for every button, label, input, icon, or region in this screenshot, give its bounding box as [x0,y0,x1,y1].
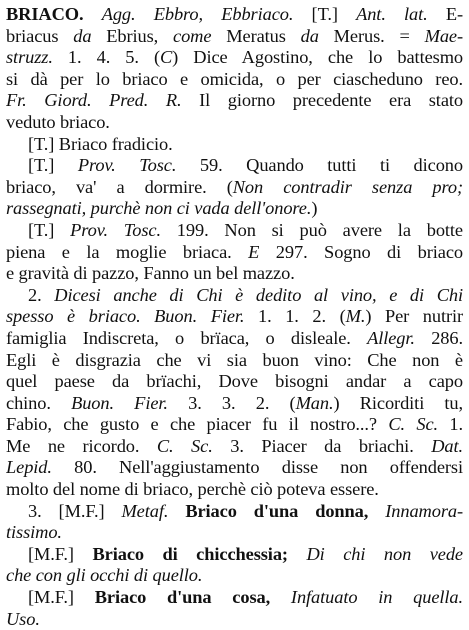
text-run: si dà per lo briaco e omicida, o per ciascheduno reo. [6,68,463,89]
text-run: 59. Quando tutti ti dicono [176,155,463,176]
text-run: Meratus [211,25,301,46]
italic-text: Allegr. [367,327,415,348]
entry-line [6,177,463,199]
italic-text: Buon. Fier. [71,392,168,413]
entry-line [6,112,463,134]
text-run: Me ne ricordo. [6,435,157,456]
text-run: 3. 3. 2. ( [167,392,296,413]
entry-line [6,155,463,177]
italic-text: Non contradir senza pro; [232,176,463,197]
italic-text: M. [345,306,366,327]
entry-line [6,4,463,26]
text-run: Fabio, che gusto e che piacer fu il nostro...? [6,414,389,435]
entry-line [6,436,463,458]
text-run: 1. [438,414,463,435]
entry-line [6,457,463,479]
italic-text: C. Sc. [156,435,213,456]
entry-line [6,285,463,307]
entry-line [6,306,463,328]
entry-line [6,90,463,112]
text-run: 286. [414,327,463,348]
bold-text: BRIACO. [6,4,84,24]
text-run: quel paese da brïachi, Dove bisogni andar a capo [6,371,463,392]
dictionary-entry-briaco [6,4,463,630]
italic-text: come [173,25,212,46]
text-run: briacus [6,25,74,46]
text-run: ) Ricorditi tu, [333,392,463,413]
entry-line [6,393,463,415]
italic-text: da [73,25,92,46]
italic-text: E [248,241,260,262]
entry-line [6,328,463,350]
italic-text: Man. [295,392,334,413]
entry-line [6,565,463,587]
text-run: piena e la moglie briaca. [6,241,249,262]
text-run: Merus. = [318,25,425,46]
italic-text: Fr. Giord. Pred. R. [6,90,182,111]
text-run: E- [427,4,463,24]
text-run [83,4,101,24]
entry-line [6,522,463,544]
text-run: Ebrius, [91,25,174,46]
italic-text: Ebbro, Ebbriaco. [153,4,294,24]
text-run [368,501,385,521]
italic-text: Metaf. [121,500,169,521]
text-run [168,501,185,521]
text-run: [T.] Briaco fradicio. [28,133,173,154]
entry-line [6,587,463,609]
entry-line [6,198,463,220]
italic-text: struzz. [6,47,53,68]
text-run [288,544,307,564]
bold-text: Briaco di chicchessia; [92,543,288,564]
entry-line [6,609,463,630]
text-run: 199. Non si può avere la botte [160,219,463,240]
italic-text: da [300,25,319,46]
text-run: e gravità di pazzo, Fanno un bel mazzo. [6,263,295,284]
entry-line [6,134,463,156]
entry-line [6,47,463,69]
entry-line [6,220,463,242]
text-run: [T.] [293,4,357,24]
text-run: 1. 4. 5. ( [52,47,160,68]
text-run: briaco, va' a dormire. ( [6,176,233,197]
entry-line [6,69,463,91]
italic-text: Ant. lat. [356,4,428,24]
italic-text: rassegnati, purchè non ci vada dell'onore. [6,198,312,219]
italic-text: C. Sc. [388,414,439,435]
text-run: ) [311,198,318,219]
italic-text: Agg. [101,4,136,24]
text-run: [T.] [28,155,78,176]
bold-text: Briaco d'una donna, [185,500,369,521]
italic-text: Lepid. [6,457,52,478]
italic-text: Dicesi anche di Chi è dedito al vino, e di Chi [54,284,463,305]
text-run [270,587,291,607]
italic-text: spesso è briaco. Buon. Fier. [6,306,245,327]
entry-line [6,371,463,393]
text-run: 2. [28,284,55,305]
entry-line [6,26,463,48]
text-run: Egli è disgrazia che vi sia buon vino: Che non è [6,349,463,370]
text-run: [T.] [28,219,71,240]
entry-line [6,263,463,285]
text-run: chino. [6,392,72,413]
text-run: [M.F.] [28,587,95,608]
entry-line [6,544,463,566]
entry-line [6,414,463,436]
text-run: 1. 1. 2. ( [244,306,346,327]
text-run [136,4,154,24]
text-run: famiglia Indiscreta, o brïaca, o disleale. [6,327,368,348]
bold-text: Briaco d'una cosa, [94,587,271,608]
italic-text: tissimo. [6,522,62,543]
entry-line [6,501,463,523]
italic-text: Innamora- [385,500,463,521]
italic-text: C [160,47,173,68]
text-run: veduto briaco. [6,111,110,132]
text-run: 3. [M.F.] [28,500,122,521]
text-run: [M.F.] [28,543,93,564]
text-run: Il giorno precedente era stato [181,90,463,111]
text-run: molto del nome di briaco, perchè ciò poteva essere. [6,479,379,500]
entry-line [6,479,463,501]
italic-text: Infatuato in quella. [290,587,463,608]
italic-text: Prov. Tosc. [70,219,161,240]
text-run: ) Dice Agostino, che lo battesmo [172,47,463,68]
text-run: 3. Piacer da briachi. [212,435,432,456]
italic-text: Prov. Tosc. [77,155,177,176]
text-run: 297. Sogno di briaco [259,241,463,262]
italic-text: Di chi non vede [306,543,463,564]
italic-text: Mae- [424,25,463,46]
text-run: 80. Nell'aggiustamento disse non offendersi [51,457,463,478]
entry-line [6,350,463,372]
entry-line [6,242,463,264]
italic-text: Uso. [6,608,40,629]
italic-text: che con gli occhi di quello. [6,565,203,586]
italic-text: Dat. [431,435,463,456]
text-run: ) Per nutrir [365,306,463,327]
